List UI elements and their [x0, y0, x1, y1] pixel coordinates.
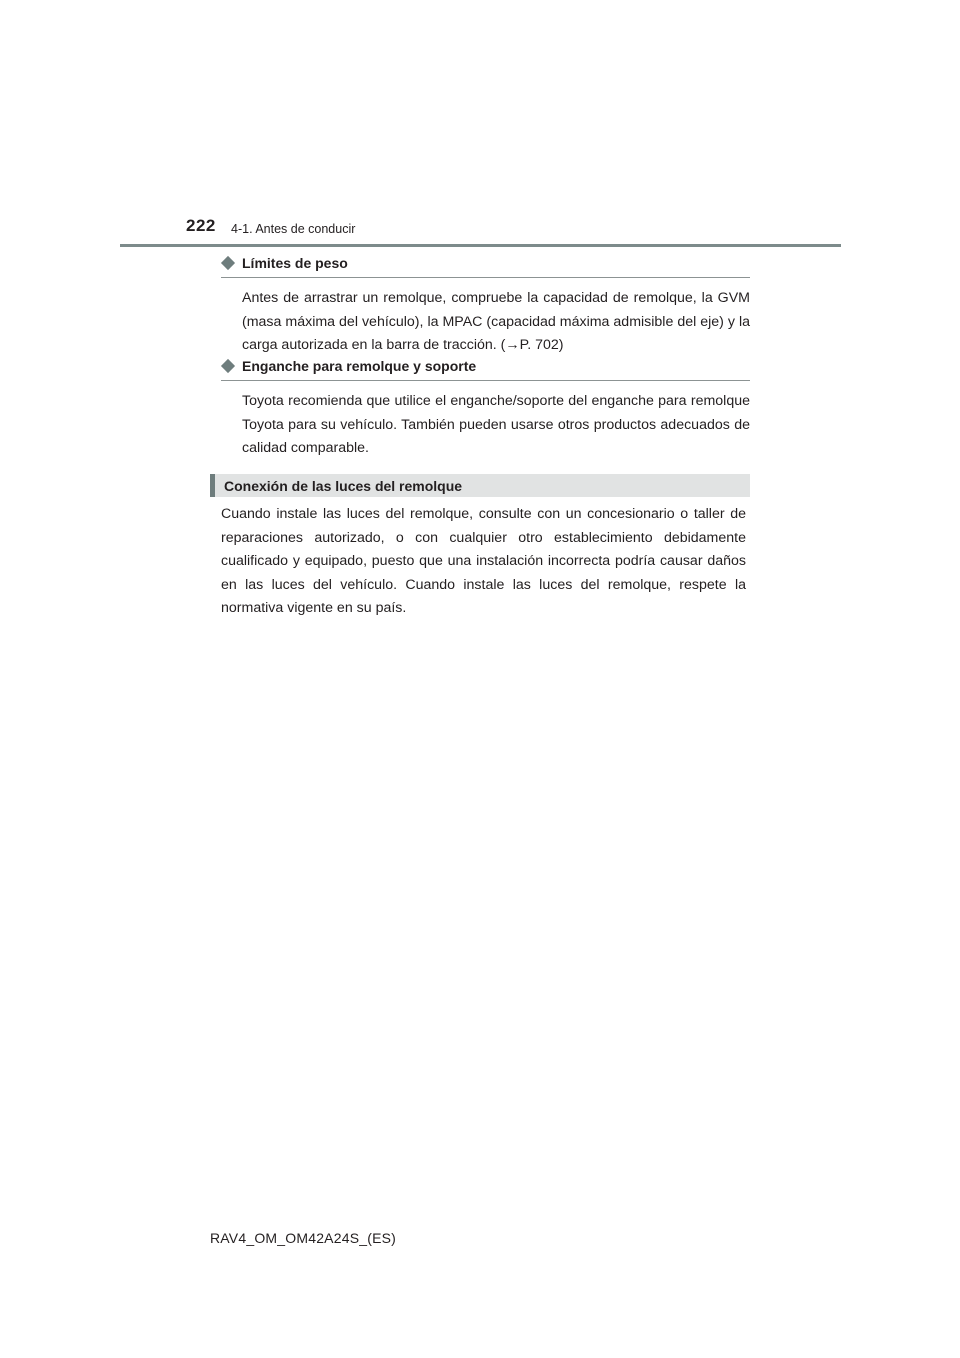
page-header [0, 0, 960, 250]
subsection-weight-limits [221, 255, 750, 358]
diamond-bullet-icon [221, 359, 235, 373]
header-rule [120, 244, 841, 247]
document-code: RAV4_OM_OM42A24S_(ES) [210, 1230, 397, 1246]
subsection-paragraph: Antes de arrastrar un remolque, compruebe la capacidad de remolque, la GVM (masa máxima del vehículo), la MPAC (capacidad máxima admisible del eje) y la carga autorizada en la barra de tracción. (→P. 702) [242, 290, 750, 353]
subsection-heading [221, 358, 750, 381]
diamond-bullet-icon [221, 256, 235, 270]
section-label: 4-1. Antes de conducir [231, 222, 356, 236]
banner-title: Conexión de las luces del remolque [224, 478, 463, 494]
page-number: 222 [186, 216, 216, 235]
subsection-title: Límites de peso [242, 255, 348, 271]
subsection-title: Enganche para remolque y soporte [242, 358, 477, 374]
body-paragraph: Cuando instale las luces del remolque, consulte con un concesionario o taller de reparaciones autorizado, o con cualquier otro establecimiento debidamente cualificado y equipado, puesto que una instalación incorrecta podría causar daños en las luces del vehículo. Cuando instale las luces del remolque, respete la normativa vigente en su país. [221, 506, 746, 616]
trailer-lights-body [221, 503, 746, 621]
section-banner [210, 474, 750, 497]
subsection-hitch-and-support [221, 358, 750, 461]
subsection-paragraph: Toyota recomienda que utilice el enganche/soporte del enganche para remolque Toyota para su vehículo. También pueden usarse otros productos adecuados de calidad comparable. [242, 393, 750, 456]
subsection-heading [221, 255, 750, 278]
banner-accent-bar [210, 474, 215, 497]
